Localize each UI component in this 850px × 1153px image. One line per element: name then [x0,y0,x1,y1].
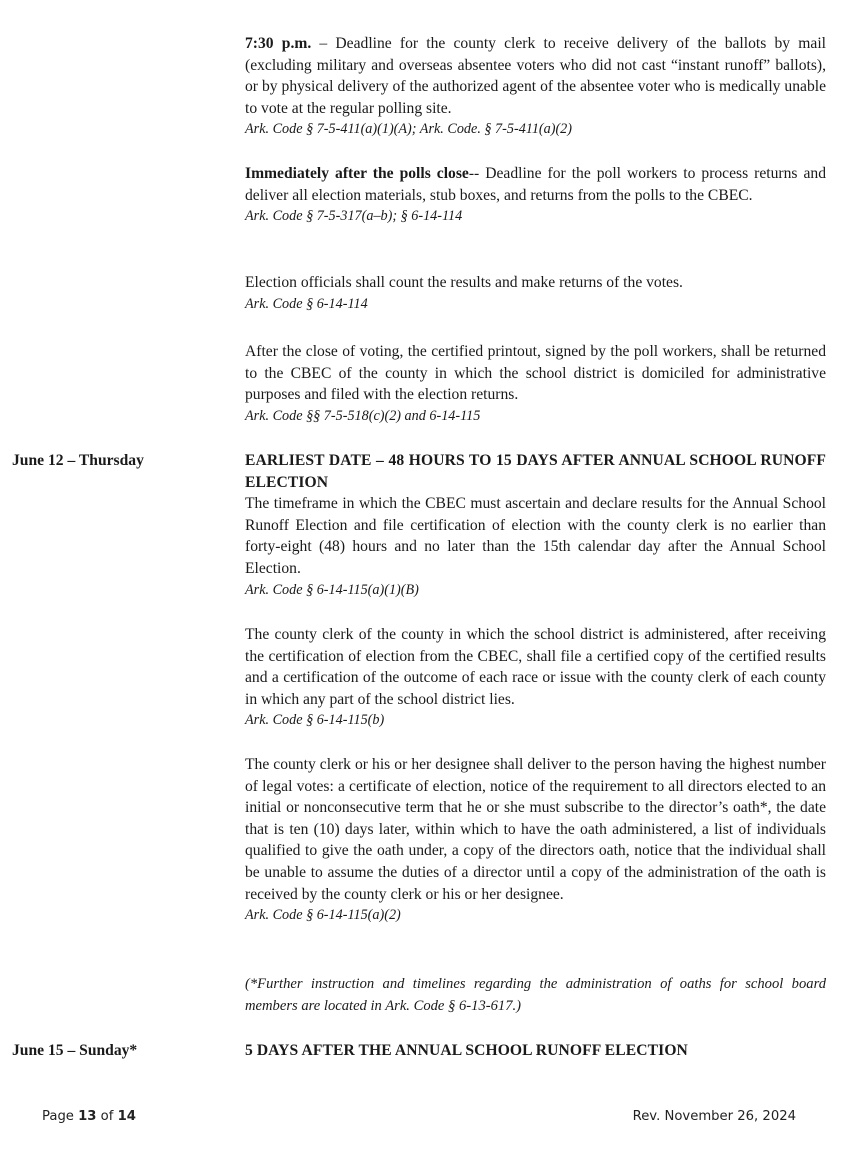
revision-date: Rev. November 26, 2024 [632,1109,796,1124]
entry-certified-printout [245,341,826,427]
entry-text: The county clerk of the county in which the school district is administered, after receiving the certification of election from the CBEC, shall file a certified copy of the certified results and a certification of the outcome of each race or issue with the county clerk of each county in which any part of the school district lies. [245,626,826,708]
entry-lead: 7:30 p.m. [245,35,312,52]
entry-text: -- Deadline for the poll workers to process returns and deliver all election materials, stub boxes, and returns from the polls to the CBEC. [245,165,826,204]
entry-text: Election officials shall count the results and make returns of the votes. [245,274,683,291]
citation: Ark. Code § 6-14-115(a)(1)(B) [245,581,419,598]
citation: Ark. Code § 7-5-411(a)(1)(A); Ark. Code. § 7-5-411(a)(2) [245,121,573,138]
entry-lead: Immediately after the polls close [245,165,469,182]
entry-paragraph [245,163,826,206]
entry-polls-close [245,163,826,228]
citation: Ark. Code § 6-14-114 [245,295,368,312]
entry-june-12 [245,450,826,601]
citation: Ark. Code §§ 7-5-518(c)(2) and 6-14-115 [245,407,481,424]
entry-text: – Deadline for the county clerk to receive delivery of the ballots by mail (excluding military and overseas absentee voters who did not cast “instant runoff” ballots), or by physical delivery of the authorized agent of the absentee voter who is medically unable to vote at the regular polling site. [245,35,826,117]
entry-text: The county clerk or his or her designee shall deliver to the person having the highest number of legal votes: a certificate of election, notice of the requirement to all directors elected to an initial or nonconsecutive term that he or she must subscribe to the director’s oath*, the date that is ten (10) days later, within which to have the oath administered, a list of individuals qualified to give the oath under, a copy of the directors oath, notice that the individual shall be unable to assume the duties of a director until a copy of the administration of the oath is received by the county clerk or his or her designee. [245,756,826,903]
entry-county-clerk-file [245,624,826,732]
date-label-june-15: June 15 – Sunday* [12,1042,138,1059]
entry-june-15 [245,1040,826,1062]
entry-count-results [245,272,826,315]
section-heading: 5 DAYS AFTER THE ANNUAL SCHOOL RUNOFF ELECTION [245,1042,688,1059]
entry-paragraph [245,33,826,119]
entry-certificate-delivery [245,754,826,927]
current-page: 13 [78,1109,97,1124]
note-text: (*Further instruction and timelines regarding the administration of oaths for school board members are located in Ark. Code § 6-13-617.) [245,976,826,1014]
page-number: Page 13 of 14 [42,1109,136,1124]
entry-ballot-deadline [245,33,826,141]
citation: Ark. Code § 6-14-115(b) [245,712,385,729]
entry-text: After the close of voting, the certified printout, signed by the poll workers, shall be returned to the CBEC of the county in which the school district is domiciled for administrative purposes and filed with the election returns. [245,343,826,404]
entry-text: The timeframe in which the CBEC must ascertain and declare results for the Annual School Runoff Election and file certification of election with the county clerk is no earlier than forty-eight (48) hours and no later than the 15th calendar day after the Annual School Election. [245,495,826,577]
section-heading: EARLIEST DATE – 48 HOURS TO 15 DAYS AFTER ANNUAL SCHOOL RUNOFF ELECTION [245,452,826,491]
citation: Ark. Code § 6-14-115(a)(2) [245,907,401,924]
total-pages: 14 [117,1109,136,1124]
oath-note [245,973,826,1017]
date-label-june-12: June 12 – Thursday [12,452,144,469]
citation: Ark. Code § 7-5-317(a–b); § 6-14-114 [245,208,463,225]
